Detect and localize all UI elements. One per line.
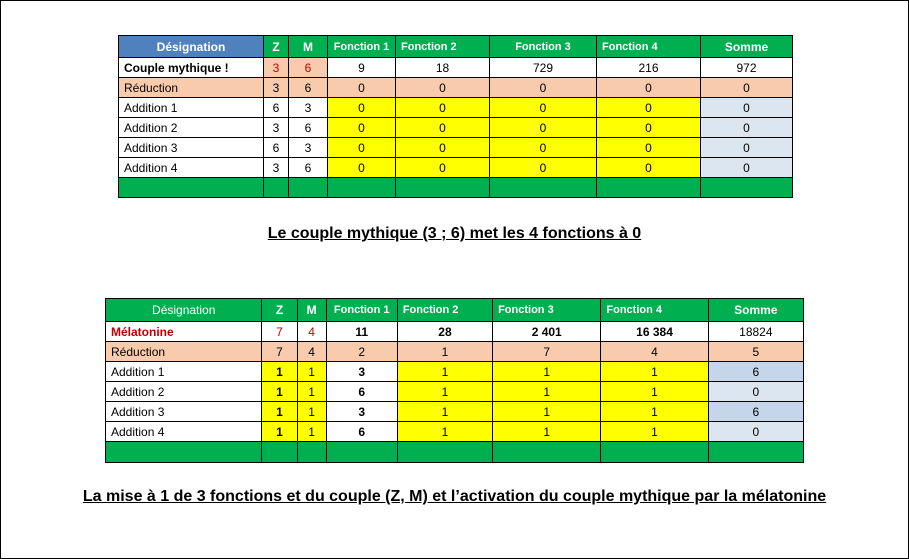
- footer-cell: [601, 442, 708, 463]
- cell-f2: 0: [396, 158, 490, 178]
- cell-m: 4: [297, 322, 326, 342]
- cell-f4: 0: [597, 158, 701, 178]
- row-label: Addition 3: [106, 402, 262, 422]
- header-designation: Désignation: [106, 299, 262, 322]
- cell-somme: 6: [708, 362, 803, 382]
- footer-cell: [490, 178, 597, 198]
- cell-m: 4: [297, 342, 326, 362]
- cell-f4: 1: [601, 362, 708, 382]
- header-z: Z: [262, 299, 297, 322]
- table-row: [119, 118, 793, 138]
- row-label: Addition 1: [119, 98, 264, 118]
- cell-f2: 0: [396, 138, 490, 158]
- cell-f3: 0: [490, 158, 597, 178]
- caption-2: La mise à 1 de 3 fonctions et du couple (Z, M) et l’activation du couple mythique par la mélatonine: [82, 488, 827, 505]
- table-row: [106, 342, 804, 362]
- cell-z: 7: [262, 322, 297, 342]
- cell-f4: 0: [597, 138, 701, 158]
- footer-cell: [106, 442, 262, 463]
- cell-f1: 0: [328, 158, 396, 178]
- cell-m: 6: [289, 78, 328, 98]
- cell-somme: 0: [701, 118, 793, 138]
- cell-f4: 4: [601, 342, 708, 362]
- cell-f3: 1: [493, 422, 601, 442]
- table-row: [106, 422, 804, 442]
- cell-f1: 3: [326, 402, 397, 422]
- cell-f4: 1: [601, 422, 708, 442]
- table-melatonine: [105, 298, 804, 463]
- header-fonction-3: Fonction 3: [493, 299, 601, 322]
- footer-cell: [328, 178, 396, 198]
- cell-f1: 9: [328, 58, 396, 78]
- footer-cell: [264, 178, 289, 198]
- cell-f4: 0: [597, 118, 701, 138]
- table-row: [119, 98, 793, 118]
- cell-m: 6: [289, 118, 328, 138]
- cell-z: 3: [264, 78, 289, 98]
- cell-z: 7: [262, 342, 297, 362]
- cell-f3: 0: [490, 138, 597, 158]
- footer-cell: [701, 178, 793, 198]
- cell-f1: 2: [326, 342, 397, 362]
- row-label: Réduction: [119, 78, 264, 98]
- cell-m: 6: [289, 58, 328, 78]
- header-m: M: [297, 299, 326, 322]
- cell-m: 3: [289, 98, 328, 118]
- row-label: Addition 2: [119, 118, 264, 138]
- row-label: Réduction: [106, 342, 262, 362]
- cell-z: 6: [264, 138, 289, 158]
- header-z: Z: [264, 36, 289, 58]
- cell-z: 3: [264, 118, 289, 138]
- table-row: [106, 322, 804, 342]
- cell-z: 1: [262, 402, 297, 422]
- cell-f1: 6: [326, 382, 397, 402]
- cell-f4: 216: [597, 58, 701, 78]
- cell-f2: 0: [396, 98, 490, 118]
- cell-z: 1: [262, 382, 297, 402]
- cell-z: 3: [264, 158, 289, 178]
- table-footer-row: [106, 442, 804, 463]
- cell-f1: 6: [326, 422, 397, 442]
- cell-f4: 1: [601, 402, 708, 422]
- cell-f2: 1: [397, 342, 492, 362]
- row-label: Addition 4: [106, 422, 262, 442]
- cell-f4: 16 384: [601, 322, 708, 342]
- cell-f3: 1: [493, 382, 601, 402]
- header-fonction-1: Fonction 1: [328, 36, 396, 58]
- header-fonction-2: Fonction 2: [397, 299, 492, 322]
- row-label: Addition 2: [106, 382, 262, 402]
- row-label: Couple mythique !: [119, 58, 264, 78]
- cell-somme: 0: [701, 78, 793, 98]
- cell-somme: 972: [701, 58, 793, 78]
- footer-cell: [119, 178, 264, 198]
- cell-f3: 7: [493, 342, 601, 362]
- cell-somme: 0: [701, 138, 793, 158]
- footer-cell: [493, 442, 601, 463]
- cell-m: 1: [297, 382, 326, 402]
- cell-f3: 1: [493, 362, 601, 382]
- footer-cell: [708, 442, 803, 463]
- cell-f1: 0: [328, 78, 396, 98]
- cell-f1: 0: [328, 118, 396, 138]
- cell-f2: 1: [397, 382, 492, 402]
- cell-m: 1: [297, 422, 326, 442]
- table-row: [106, 402, 804, 422]
- cell-f4: 0: [597, 78, 701, 98]
- table-row: [106, 382, 804, 402]
- cell-f3: 2 401: [493, 322, 601, 342]
- footer-cell: [326, 442, 397, 463]
- cell-somme: 6: [708, 402, 803, 422]
- header-fonction-2: Fonction 2: [396, 36, 490, 58]
- cell-z: 3: [264, 58, 289, 78]
- header-somme: Somme: [708, 299, 803, 322]
- table-row: [119, 158, 793, 178]
- cell-somme: 0: [701, 158, 793, 178]
- cell-f1: 3: [326, 362, 397, 382]
- row-label: Addition 4: [119, 158, 264, 178]
- cell-f2: 28: [397, 322, 492, 342]
- cell-somme: 0: [708, 382, 803, 402]
- header-fonction-4: Fonction 4: [597, 36, 701, 58]
- footer-cell: [396, 178, 490, 198]
- table-row: [106, 362, 804, 382]
- cell-somme: 0: [701, 98, 793, 118]
- footer-cell: [297, 442, 326, 463]
- table-footer-row: [119, 178, 793, 198]
- cell-f2: 0: [396, 78, 490, 98]
- cell-f2: 18: [396, 58, 490, 78]
- row-label: Mélatonine: [106, 322, 262, 342]
- cell-f4: 0: [597, 98, 701, 118]
- cell-f3: 729: [490, 58, 597, 78]
- cell-m: 6: [289, 158, 328, 178]
- cell-somme: 18824: [708, 322, 803, 342]
- header-designation: Désignation: [119, 36, 264, 58]
- header-fonction-3: Fonction 3: [490, 36, 597, 58]
- cell-f3: 1: [493, 402, 601, 422]
- cell-z: 6: [264, 98, 289, 118]
- footer-cell: [262, 442, 297, 463]
- cell-f3: 0: [490, 98, 597, 118]
- cell-f2: 1: [397, 422, 492, 442]
- table-row: [119, 78, 793, 98]
- cell-somme: 0: [708, 422, 803, 442]
- footer-cell: [289, 178, 328, 198]
- cell-m: 3: [289, 138, 328, 158]
- cell-f1: 0: [328, 98, 396, 118]
- footer-cell: [597, 178, 701, 198]
- cell-f2: 1: [397, 362, 492, 382]
- cell-f4: 1: [601, 382, 708, 402]
- cell-z: 1: [262, 362, 297, 382]
- cell-f2: 0: [396, 118, 490, 138]
- caption-1: Le couple mythique (3 ; 6) met les 4 fonctions à 0: [267, 225, 642, 242]
- footer-cell: [397, 442, 492, 463]
- header-m: M: [289, 36, 328, 58]
- cell-z: 1: [262, 422, 297, 442]
- cell-f2: 1: [397, 402, 492, 422]
- caption-1-wrapper: [0, 225, 909, 243]
- cell-f3: 0: [490, 78, 597, 98]
- row-label: Addition 1: [106, 362, 262, 382]
- header-fonction-1: Fonction 1: [326, 299, 397, 322]
- header-somme: Somme: [701, 36, 793, 58]
- cell-f3: 0: [490, 118, 597, 138]
- cell-m: 1: [297, 402, 326, 422]
- caption-2-wrapper: [0, 488, 909, 506]
- cell-somme: 5: [708, 342, 803, 362]
- header-fonction-4: Fonction 4: [601, 299, 708, 322]
- table-row: [119, 138, 793, 158]
- cell-f1: 0: [328, 138, 396, 158]
- table-row: [119, 58, 793, 78]
- cell-f1: 11: [326, 322, 397, 342]
- table-couple-mythique: [118, 35, 793, 198]
- cell-m: 1: [297, 362, 326, 382]
- row-label: Addition 3: [119, 138, 264, 158]
